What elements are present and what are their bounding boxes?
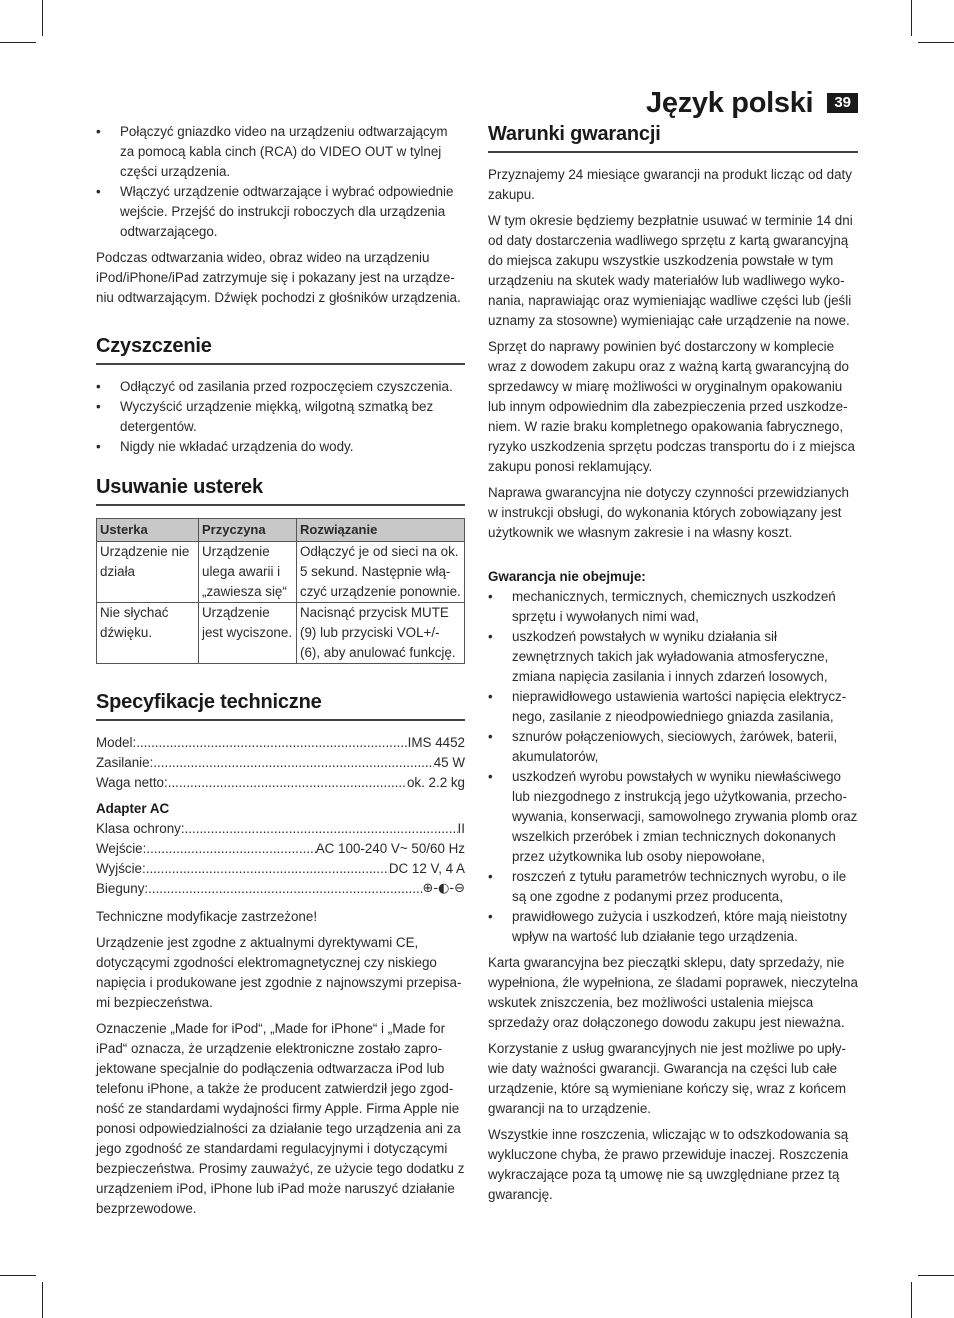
troubleshooting-table (96, 518, 465, 664)
list-item: • Odłączyć od zasilania przed rozpoczęciem czyszczenia. (96, 377, 465, 397)
spec-note: Oznaczenie „Made for iPod“, „Made for iPhone“ i „Made for iPad“ oznacza, że urządzenie elektroniczne zostało zaprojektowane specjalnie do podłączenia odtwarzacza iPod lub telefonu iPhone, a także że producent zatwierdził jego zgodność ze standardami wydajności firmy Apple. Firma Apple nie ponosi odpowiedzialności za działanie tego urządzenia ani za jego zgodność ze standardami regulacyjnymi i dotyczącymi bezpieczeństwa. Prosimy zauważyć, ze użycie tego dodatku z urządzeniem iPod, iPhone lub iPad może naruszyć działanie bezprzewodowe. (96, 1021, 465, 1216)
cleaning-heading: Czyszczenie (96, 334, 465, 365)
spec-value: AC 100-240 V~ 50/60 Hz (315, 841, 465, 856)
left-column (96, 122, 465, 1225)
list-item: • Nigdy nie wkładać urządzenia do wody. (96, 437, 465, 457)
spec-label: Klasa ochrony: (96, 821, 185, 836)
spec-row (96, 819, 465, 839)
spec-row (96, 879, 465, 899)
page-number: 39 (827, 93, 858, 113)
table-cell: Urządzenie ulega awarii i „zawiesza się“ (199, 542, 297, 603)
list-item: • uszkodzeń powstałych w wyniku działania sił zewnętrznych takich jak wyładowania atmosferyczne, zmiana napięcia zasilania i innych zdarzeń losowych, (488, 627, 858, 687)
warranty-paragraph: W tym okresie będziemy bezpłatnie usuwać w terminie 14 dni od daty dostarczenia wadliwego sprzętu z kartą gwarancyjną do miejsca zakupu wszystkie uszkodzenia powstałe w tym urządzeniu na skutek wady materiałów lub wadliwego wykonania, naprawiając oraz wymieniając wadliwe części lub (jeśli uznamy za stosowne) wymieniając całe urządzenie na nowe. (488, 213, 853, 328)
spec-value: II (457, 821, 465, 836)
spec-row (96, 859, 465, 879)
spec-row (96, 733, 465, 753)
warranty-paragraph: Sprzęt do naprawy powinien być dostarczony w komplecie wraz z dowodem zakupu oraz z ważną kartą gwarancyjną do sprzedawcy w miarę możliwości w oryginalnym opakowaniu lub innym odpowiednim dla zabezpieczenia przed uszkodzeniem. W razie braku kompletnego opakowania fabrycznego, ryzyko uszkodzenia sprzętu podczas transportu do i z miejsca zakupu ponosi reklamujący. (488, 339, 855, 474)
spec-label: Zasilanie: (96, 755, 154, 770)
crop-mark (911, 1282, 912, 1318)
table-cell: Odłączyć je od sieci na ok. 5 sekund. Następnie włączyć urządzenie ponownie. (297, 542, 465, 603)
spec-label: Wejście: (96, 841, 147, 856)
table-cell: Nie słychać dźwięku. (97, 603, 199, 664)
spec-label: Waga netto: (96, 775, 168, 790)
exclusions-heading: Gwarancja nie obejmuje: (488, 569, 646, 584)
spec-note: Urządzenie jest zgodne z aktualnymi dyrektywami CE, dotyczącymi zgodności elektromagnetycznej czy niskiego napięcia i produkowane jest zgodnie z najnowszymi przepisami bezpieczeństwa. (96, 935, 462, 1010)
crop-mark (0, 1275, 36, 1276)
warranty-paragraph: Korzystanie z usług gwarancyjnych nie jest możliwe po upływie daty ważności gwarancji. Gwarancja na części lub całe urządzenie, które są wymieniane kończy się, wraz z końcem gwarancji na to urządzenie. (488, 1041, 846, 1116)
spec-value: IMS 4452 (407, 735, 465, 750)
list-item: • nieprawidłowego ustawienia wartości napięcia elektrycznego, zasilanie z nieodpowiedniego gniazda zasilania, (488, 687, 858, 727)
spec-label: Bieguny: (96, 881, 149, 896)
crop-mark (911, 0, 912, 36)
spec-label: Model: (96, 735, 137, 750)
exclusions-list (488, 587, 858, 947)
troubleshooting-heading: Usuwanie usterek (96, 475, 465, 506)
column-header: Usterka (97, 519, 199, 542)
page-header (646, 86, 858, 120)
adapter-spec-list (96, 819, 465, 899)
table-header-row (97, 519, 465, 542)
spec-value: ok. 2.2 kg (406, 775, 465, 790)
specs-heading: Specyfikacje techniczne (96, 690, 465, 721)
list-item: • roszczeń z tytułu parametrów technicznych wyrobu, o ile są one zgodne z podanymi przez producenta, (488, 867, 858, 907)
polarity-icon: ⊕-◐-⊖ (422, 881, 465, 896)
spec-row (96, 753, 465, 773)
warranty-heading: Warunki gwarancji (488, 122, 858, 153)
list-item: • Wyczyścić urządzenie miękką, wilgotną szmatką bez detergentów. (96, 397, 465, 437)
intro-paragraph: Podczas odtwarzania wideo, obraz wideo na urządzeniu iPod/iPhone/iPad zatrzymuje się i pokazany jest na urządzeniu odtwarzającym. Dźwięk pochodzi z głośników urządzenia. (96, 250, 461, 305)
list-item: • prawidłowego zużycia i uszkodzeń, które mają nieistotny wpływ na wartość lub działanie tego urządzenia. (488, 907, 858, 947)
table-row (97, 603, 465, 664)
adapter-heading: Adapter AC (96, 801, 170, 816)
column-header: Przyczyna (199, 519, 297, 542)
spec-value: DC 12 V, 4 A (388, 861, 465, 876)
intro-list (96, 122, 465, 242)
spec-value: 45 W (433, 755, 465, 770)
list-item: • Włączyć urządzenie odtwarzające i wybrać odpowiednie wejście. Przejść do instrukcji roboczych dla urządzenia odtwarzającego. (96, 182, 465, 242)
crop-mark (42, 1282, 43, 1318)
warranty-paragraph: Naprawa gwarancyjna nie dotyczy czynności przewidzianych w instrukcji obsługi, do wykonania których zobowiązany jest użytkownik we własnym zakresie i na własny koszt. (488, 485, 849, 540)
spec-row (96, 839, 465, 859)
list-item: • uszkodzeń wyrobu powstałych w wyniku niewłaściwego lub niezgodnego z instrukcją jego użytkowania, przechowywania, konserwacji, samowolnego zrywania plomb oraz wszelkich przeróbek i zmian technicznych dokonanych przez użytkownika lub osoby niepowołane, (488, 767, 858, 867)
spec-list (96, 733, 465, 793)
spec-note: Techniczne modyfikacje zastrzeżone! (96, 909, 318, 924)
warranty-paragraph: Przyznajemy 24 miesiące gwarancji na produkt licząc od daty zakupu. (488, 167, 852, 202)
list-item: • sznurów połączeniowych, sieciowych, żarówek, baterii, akumulatorów, (488, 727, 858, 767)
column-header: Rozwiązanie (297, 519, 465, 542)
table-cell: Nacisnąć przycisk MUTE (9) lub przyciski VOL+/- (6), aby anulować funkcję. (297, 603, 465, 664)
right-column (488, 122, 858, 1211)
table-row (97, 542, 465, 603)
table-cell: Urządzenie jest wyciszone. (199, 603, 297, 664)
table-cell: Urządzenie nie działa (97, 542, 199, 603)
warranty-paragraph: Karta gwarancyjna bez pieczątki sklepu, daty sprzedaży, nie wypełniona, źle wypełniona, ze śladami poprawek, nieczytelna wskutek zniszczenia, bez możliwości ustalenia miejsca sprzedaży oraz dołączonego dowodu zakupu jest nieważna. (488, 955, 858, 1030)
spec-row (96, 773, 465, 793)
page-title: Język polski (646, 86, 814, 119)
crop-mark (918, 1275, 954, 1276)
spec-label: Wyjście: (96, 861, 146, 876)
crop-mark (42, 0, 43, 36)
warranty-paragraph: Wszystkie inne roszczenia, wliczając w to odszkodowania są wykluczone chyba, że prawo przewiduje inaczej. Roszczenia wykraczające poza tą umowę nie są uwzględniane przez tą gwarancję. (488, 1127, 849, 1202)
list-item: • Połączyć gniazdko video na urządzeniu odtwarzającym za pomocą kabla cinch (RCA) do VIDEO OUT w tylnej części urządzenia. (96, 122, 465, 182)
cleaning-list (96, 377, 465, 457)
list-item: • mechanicznych, termicznych, chemicznych uszkodzeń sprzętu i wywołanych nimi wad, (488, 587, 858, 627)
crop-mark (918, 42, 954, 43)
crop-mark (0, 42, 36, 43)
